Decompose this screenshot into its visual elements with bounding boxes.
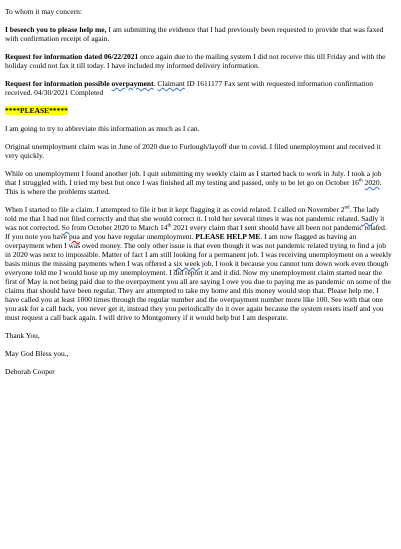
paragraph-evidence xyxy=(5,25,393,43)
body-text-underlined: Sadly xyxy=(361,214,379,223)
body-text-underlined: six week xyxy=(173,259,201,268)
superscript: th xyxy=(358,178,363,184)
body-text: . This is where the problems started. xyxy=(5,178,382,196)
paragraph-abbreviate: I am going to try to abbreviate this information as much as I can. xyxy=(5,124,200,133)
body-text: it was not corrected. xyxy=(5,214,385,232)
body-text: . xyxy=(153,79,158,88)
bold-text: I beseech you to please help me, xyxy=(5,25,107,34)
closing-blessing: May God Bless you., xyxy=(5,349,69,358)
paragraph-main-story xyxy=(5,205,393,322)
paragraph-original-claim: Original unemployment claim was in June of 2020 due to Furlough/layoff due to covid. I filed unemployment and received it very quickly. xyxy=(5,142,381,160)
paragraph-request-dated xyxy=(5,52,393,70)
paragraph-new-job xyxy=(5,169,393,196)
body-text: 2021 every claim that I sent should have all been not pandemic related. If you note you have xyxy=(5,223,387,241)
body-text: I am submitting the evidence that I had previously been requested to provide that was faxed with confirmation receipt of again. xyxy=(5,25,384,43)
body-text: from October 2020 to March 14 xyxy=(69,223,168,232)
greeting: To whom it may concern: xyxy=(5,7,82,16)
highlighted-please: ****PLEASE***** xyxy=(5,106,68,115)
bold-text: Request for information dated 06/22/2021 xyxy=(5,52,139,61)
body-text: ID 1611177 Fax sent with requested information confirmation received. 04/30/2021 Completed xyxy=(5,79,374,97)
body-text: . I am now flagged as having an overpayment when I was owed money. The only other issue is that even though it was not pandemic related trying to find a job in 2020 was next to impossible. Matter of fact I am still looking for a permanent job. I was receiving unemployment on a weekly basis minus the missing payments when I was offered a xyxy=(5,232,392,268)
closing-thank-you: Thank You, xyxy=(5,331,40,340)
body-text: once again due to the mailing system I did not receive this till Friday and with the holiday could not fax it till today. I have included my informed delivery information. xyxy=(5,52,386,70)
paragraph-request-overpayment xyxy=(5,79,393,97)
bold-text-underlined: overpayment xyxy=(111,79,154,88)
body-text-underlined: So xyxy=(61,223,70,232)
superscript: nd xyxy=(344,205,350,211)
body-text-underlined: 2020 xyxy=(364,178,380,187)
body-text-underlined: Claimant xyxy=(157,79,185,88)
body-text: When I started to file a claim. I attempted to file it but it kept flagging it as covid related. I called on November 2 xyxy=(5,205,345,214)
body-text: While on unemployment I found another job. I quit submitting my weekly claim as I started back to work in July. I took a job that I struggled with. I tried my best but once I was finished all my testing and passed, only to be let go on October 16 xyxy=(5,169,382,187)
body-text: . The lady told me that I had not filed correctly and that she would correct it. I told her several times it was not pandemic related. xyxy=(5,205,380,223)
bold-text: PLEASE HELP ME xyxy=(195,232,261,241)
please-heading xyxy=(5,106,393,115)
signature-name: Deborah Cooper xyxy=(5,367,55,376)
body-text: job, I took it because you cannot turn down work even though everyone told me I would hose up my unemployment. I did report it and it did. Now my unemployment claim started near the first of May is not being paid due to the overpayment you all are saying I owe you due to paying me as pandemic on some of the claims that should have been regular. They are attempted to take my home and this money would stop that. Please help me. I have called you at least 1000 times through the regular number and the overpayment number more like 100. See with that one you ask for a call back, you never get it, instead they you periodically do it over again because the system resets itself and you must request a call back again. I will drive to Montgomery if it would help but I am desperate. xyxy=(5,259,391,322)
body-text-misspelled: pua xyxy=(68,232,80,241)
superscript: th xyxy=(167,223,172,229)
bold-text: Request for information possible xyxy=(5,79,112,88)
body-text: and you have regular unemployment. xyxy=(79,232,196,241)
